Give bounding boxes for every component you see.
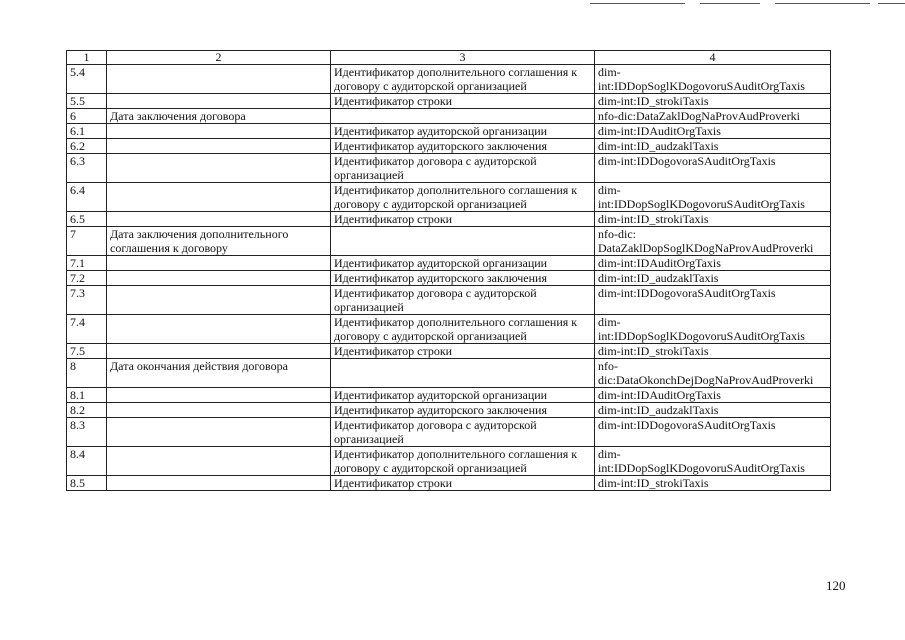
dimension-description-cell: Идентификатор договора с аудиторской организацией xyxy=(331,418,595,447)
taxonomy-code-cell: dim- int:IDDopSoglKDogovoruSAuditOrgTaxis xyxy=(595,447,831,476)
row-number-cell: 8 xyxy=(67,359,107,388)
taxonomy-code-cell: nfo-dic: DataZaklDopSoglKDogNaProvAudProverki xyxy=(595,227,831,256)
table-row xyxy=(67,403,831,418)
top-rule-2 xyxy=(700,3,760,4)
table-row xyxy=(67,388,831,403)
element-name-cell xyxy=(107,418,331,447)
dimension-description-cell: Идентификатор дополнительного соглашения к договору с аудиторской организацией xyxy=(331,65,595,94)
taxonomy-code-cell: dim-int:ID_strokiTaxis xyxy=(595,94,831,109)
dimension-description-cell xyxy=(331,227,595,256)
dimension-description-cell: Идентификатор аудиторского заключения xyxy=(331,271,595,286)
table-row xyxy=(67,65,831,94)
row-number-cell: 8.3 xyxy=(67,418,107,447)
dimension-description-cell: Идентификатор договора с аудиторской организацией xyxy=(331,154,595,183)
row-number-cell: 6.5 xyxy=(67,212,107,227)
dimension-description-cell: Идентификатор аудиторской организации xyxy=(331,388,595,403)
taxonomy-table xyxy=(66,50,831,491)
element-name-cell: Дата окончания действия договора xyxy=(107,359,331,388)
taxonomy-code-cell: dim-int:ID_audzaklTaxis xyxy=(595,271,831,286)
table-row xyxy=(67,315,831,344)
table-row xyxy=(67,139,831,154)
element-name-cell xyxy=(107,315,331,344)
row-number-cell: 5.5 xyxy=(67,94,107,109)
dimension-description-cell: Идентификатор строки xyxy=(331,476,595,491)
element-name-cell xyxy=(107,286,331,315)
element-name-cell: Дата заключения договора xyxy=(107,109,331,124)
dimension-description-cell: Идентификатор аудиторского заключения xyxy=(331,139,595,154)
row-number-cell: 6.1 xyxy=(67,124,107,139)
element-name-cell xyxy=(107,447,331,476)
taxonomy-code-cell: dim-int:IDDogovoraSAuditOrgTaxis xyxy=(595,286,831,315)
taxonomy-code-cell: dim-int:IDAuditOrgTaxis xyxy=(595,124,831,139)
element-name-cell xyxy=(107,124,331,139)
table-row xyxy=(67,227,831,256)
element-name-cell xyxy=(107,212,331,227)
top-rule-3 xyxy=(775,3,870,4)
column-header: 3 xyxy=(331,51,595,65)
row-number-cell: 8.1 xyxy=(67,388,107,403)
taxonomy-code-cell: dim-int:ID_strokiTaxis xyxy=(595,212,831,227)
dimension-description-cell xyxy=(331,359,595,388)
table-row xyxy=(67,94,831,109)
taxonomy-code-cell: nfo-dic:DataZaklDogNaProvAudProverki xyxy=(595,109,831,124)
element-name-cell: Дата заключения дополнительного соглашения к договору xyxy=(107,227,331,256)
taxonomy-code-cell: dim-int:IDAuditOrgTaxis xyxy=(595,256,831,271)
table-row xyxy=(67,476,831,491)
table-row xyxy=(67,154,831,183)
row-number-cell: 6 xyxy=(67,109,107,124)
row-number-cell: 7.2 xyxy=(67,271,107,286)
column-header: 1 xyxy=(67,51,107,65)
taxonomy-code-cell: nfo- dic:DataOkonchDejDogNaProvAudProverki xyxy=(595,359,831,388)
row-number-cell: 7.1 xyxy=(67,256,107,271)
element-name-cell xyxy=(107,154,331,183)
table-row xyxy=(67,109,831,124)
taxonomy-code-cell: dim-int:IDAuditOrgTaxis xyxy=(595,388,831,403)
table-row xyxy=(67,286,831,315)
element-name-cell xyxy=(107,271,331,286)
element-name-cell xyxy=(107,183,331,212)
dimension-description-cell: Идентификатор аудиторского заключения xyxy=(331,403,595,418)
row-number-cell: 7.3 xyxy=(67,286,107,315)
dimension-description-cell: Идентификатор строки xyxy=(331,344,595,359)
top-rule-1 xyxy=(590,3,685,4)
table-body xyxy=(67,65,831,491)
row-number-cell: 8.5 xyxy=(67,476,107,491)
page-number: 120 xyxy=(826,578,846,593)
dimension-description-cell: Идентификатор строки xyxy=(331,94,595,109)
dimension-description-cell: Идентификатор договора с аудиторской организацией xyxy=(331,286,595,315)
element-name-cell xyxy=(107,139,331,154)
row-number-cell: 5.4 xyxy=(67,65,107,94)
table-row xyxy=(67,344,831,359)
table-row xyxy=(67,418,831,447)
header-row xyxy=(67,51,831,65)
row-number-cell: 8.4 xyxy=(67,447,107,476)
element-name-cell xyxy=(107,388,331,403)
dimension-description-cell: Идентификатор дополнительного соглашения к договору с аудиторской организацией xyxy=(331,447,595,476)
dimension-description-cell: Идентификатор аудиторской организации xyxy=(331,256,595,271)
dimension-description-cell: Идентификатор аудиторской организации xyxy=(331,124,595,139)
element-name-cell xyxy=(107,344,331,359)
taxonomy-code-cell: dim- int:IDDopSoglKDogovoruSAuditOrgTaxis xyxy=(595,183,831,212)
taxonomy-code-cell: dim-int:ID_audzaklTaxis xyxy=(595,139,831,154)
table-row xyxy=(67,183,831,212)
table-row xyxy=(67,256,831,271)
row-number-cell: 7.5 xyxy=(67,344,107,359)
dimension-description-cell: Идентификатор дополнительного соглашения к договору с аудиторской организацией xyxy=(331,183,595,212)
table-row xyxy=(67,124,831,139)
element-name-cell xyxy=(107,65,331,94)
element-name-cell xyxy=(107,94,331,109)
column-header: 4 xyxy=(595,51,831,65)
row-number-cell: 6.4 xyxy=(67,183,107,212)
column-header: 2 xyxy=(107,51,331,65)
table-row xyxy=(67,271,831,286)
taxonomy-code-cell: dim-int:IDDogovoraSAuditOrgTaxis xyxy=(595,418,831,447)
row-number-cell: 7 xyxy=(67,227,107,256)
table-row xyxy=(67,212,831,227)
dimension-description-cell: Идентификатор дополнительного соглашения к договору с аудиторской организацией xyxy=(331,315,595,344)
table-row xyxy=(67,359,831,388)
row-number-cell: 6.3 xyxy=(67,154,107,183)
taxonomy-code-cell: dim-int:ID_audzaklTaxis xyxy=(595,403,831,418)
taxonomy-code-cell: dim- int:IDDopSoglKDogovoruSAuditOrgTaxis xyxy=(595,65,831,94)
dimension-description-cell: Идентификатор строки xyxy=(331,212,595,227)
taxonomy-code-cell: dim-int:ID_strokiTaxis xyxy=(595,344,831,359)
row-number-cell: 7.4 xyxy=(67,315,107,344)
taxonomy-code-cell: dim-int:IDDogovoraSAuditOrgTaxis xyxy=(595,154,831,183)
element-name-cell xyxy=(107,476,331,491)
dimension-description-cell xyxy=(331,109,595,124)
element-name-cell xyxy=(107,256,331,271)
table-row xyxy=(67,447,831,476)
taxonomy-code-cell: dim-int:ID_strokiTaxis xyxy=(595,476,831,491)
row-number-cell: 8.2 xyxy=(67,403,107,418)
top-rule-4 xyxy=(878,3,905,4)
element-name-cell xyxy=(107,403,331,418)
row-number-cell: 6.2 xyxy=(67,139,107,154)
taxonomy-code-cell: dim- int:IDDopSoglKDogovoruSAuditOrgTaxis xyxy=(595,315,831,344)
